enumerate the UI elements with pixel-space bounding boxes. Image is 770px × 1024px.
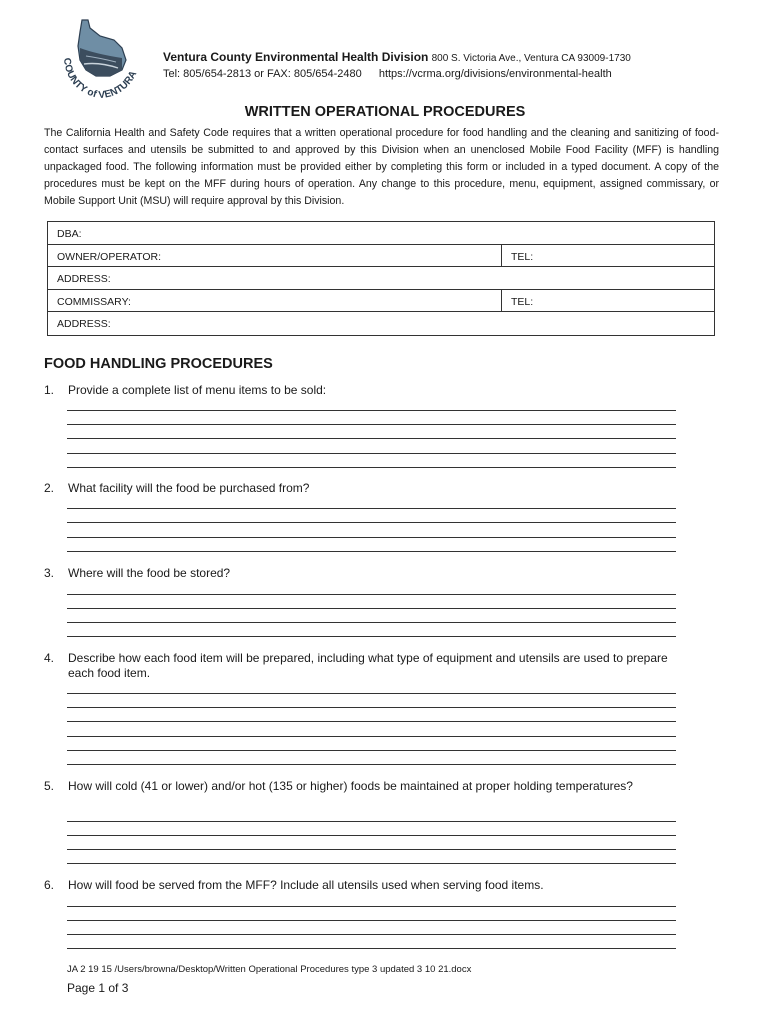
question-5 [44,779,684,794]
owner-row[interactable] [48,245,714,268]
footer-file-path: JA 2 19 15 /Users/browna/Desktop/Written Operational Procedures type 3 updated 3 10 21.docx [67,964,472,975]
answer-line[interactable] [67,608,676,609]
org-header [163,50,631,64]
org-address: 800 S. Victoria Ave., Ventura CA 93009-1730 [431,53,631,64]
answer-line[interactable] [67,934,676,935]
answer-line[interactable] [67,693,676,694]
question-number: 3. [44,566,55,580]
answer-line[interactable] [67,636,676,637]
question-number: 1. [44,383,55,397]
intro-paragraph: The California Health and Safety Code requires that a written operational procedure for food handling and the cleaning and sanitizing of food-contact surfaces and utensils be submitted to and approved by this Division when an unenclosed Mobile Food Facility (MFF) is handling unpackaged food. The following information must be provided either by completing this form or included in a typed document. A copy of the procedures must be kept on the MFF during hours of operation. Any change to this procedure, menu, equipment, assigned commissary, or Mobile Support Unit (MSU) will require approval by this Division. [44,127,719,207]
answer-line[interactable] [67,410,676,411]
answer-line[interactable] [67,835,676,836]
answer-line[interactable] [67,764,676,765]
answer-line[interactable] [67,849,676,850]
commissary-label: COMMISSARY: [57,295,131,308]
org-name: Ventura County Environmental Health Division [163,50,429,64]
question-4 [44,651,684,681]
question-3 [44,566,684,581]
page-title: WRITTEN OPERATIONAL PROCEDURES [244,104,526,120]
org-tel-fax: Tel: 805/654-2813 or FAX: 805/654-2480 [163,68,362,80]
answer-line[interactable] [67,594,676,595]
address-label: ADDRESS: [57,273,111,286]
answer-line[interactable] [67,707,676,708]
section-title: FOOD HANDLING PROCEDURES [44,356,273,372]
question-2 [44,481,684,496]
answer-line[interactable] [67,551,676,552]
answer-line[interactable] [67,863,676,864]
question-text: What facility will the food be purchased from? [68,481,310,495]
answer-line[interactable] [67,906,676,907]
dba-row[interactable] [48,222,714,245]
answer-line[interactable] [67,920,676,921]
question-6 [44,878,684,893]
question-text: Provide a complete list of menu items to be sold: [68,383,327,397]
answer-line[interactable] [67,522,676,523]
answer-line[interactable] [67,508,676,509]
county-of-ventura-logo [56,18,146,104]
commissary-tel-label: TEL: [511,295,534,308]
answer-line[interactable] [67,948,676,949]
answer-line[interactable] [67,537,676,538]
owner-tel-cell[interactable] [501,245,715,267]
answer-line[interactable] [67,453,676,454]
question-number: 2. [44,481,55,495]
answer-line[interactable] [67,736,676,737]
org-contact [163,68,612,80]
question-number: 6. [44,878,55,892]
org-url[interactable]: https://vcrma.org/divisions/environmental-health [378,68,612,80]
answer-line[interactable] [67,467,676,468]
question-number: 4. [44,651,55,665]
question-number: 5. [44,779,55,793]
commissary-address-label: ADDRESS: [57,318,111,331]
answer-line[interactable] [67,750,676,751]
question-text: How will cold (41 or lower) and/or hot (135 or higher) foods be maintained at proper holding temperatures? [68,779,633,793]
answer-line[interactable] [67,622,676,623]
question-text: Where will the food be stored? [68,566,231,580]
question-text: Describe how each food item will be prepared, including what type of equipment and utensils are used to prepare each food item. [68,651,668,680]
commissary-address-row[interactable] [48,312,714,335]
info-table [47,221,715,336]
answer-line[interactable] [67,438,676,439]
dba-label: DBA: [57,228,82,240]
page-number: Page 1 of 3 [67,981,129,995]
logo-text: COUNTY of VENTURA [60,57,140,102]
question-text: How will food be served from the MFF? Include all utensils used when serving food items. [68,878,544,892]
owner-tel-label: TEL: [511,250,534,263]
question-1 [44,383,684,398]
commissary-tel-cell[interactable] [501,290,715,312]
answer-line[interactable] [67,424,676,425]
commissary-row[interactable] [48,290,714,313]
answer-line[interactable] [67,721,676,722]
address-row[interactable] [48,267,714,290]
answer-line[interactable] [67,821,676,822]
owner-label: OWNER/OPERATOR: [57,250,162,263]
